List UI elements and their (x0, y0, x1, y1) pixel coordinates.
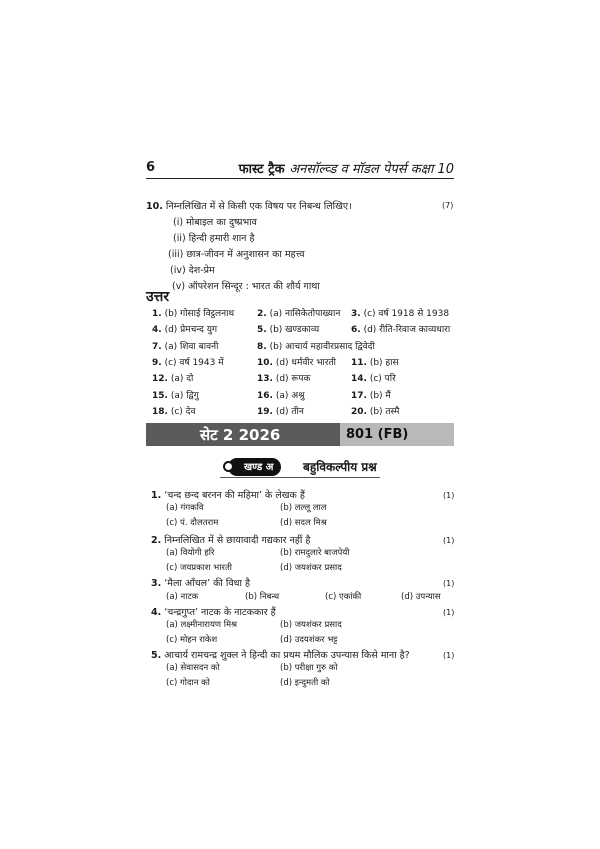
set-label: सेट 2 2026 (200, 426, 281, 444)
header-title-bold: फास्ट ट्रैक (238, 162, 285, 177)
mcq-option: (b) निबन्ध (245, 592, 280, 602)
answer-item (152, 404, 195, 417)
section-badge: खण्ड अ (228, 458, 281, 476)
answer-item (257, 355, 336, 368)
mcq-option: (c) जयप्रकाश भारती (166, 563, 232, 573)
answer-number: 17. (351, 390, 367, 401)
answer-number: 19. (257, 406, 273, 417)
header-rule (146, 178, 454, 179)
answer-text: (d) प्रेमचन्द युग (164, 325, 218, 336)
answer-item (257, 404, 304, 417)
mcq-question (151, 605, 276, 618)
section-title: बहुविकल्पीय प्रश्न (303, 460, 377, 474)
running-header (239, 159, 454, 177)
mcq-text: ‘चन्द्रगुप्त’ नाटक के नाटककार हैं (164, 607, 276, 618)
answer-text: (b) मैं (369, 390, 391, 401)
mcq-option: (a) गंगकवि (166, 503, 204, 513)
answer-number: 4. (152, 325, 162, 336)
answer-item (152, 339, 218, 352)
answer-text: (b) गोसाई विट्ठलनाथ (164, 309, 235, 319)
answer-item (257, 306, 340, 319)
answer-text: (a) अश्रु (275, 390, 305, 401)
mcq-option: (a) नाटक (166, 592, 199, 602)
q10-option: (i) मोबाइल का दुष्प्रभाव (173, 217, 257, 228)
mcq-text: ‘मैला आँचल’ की विधा है (164, 578, 250, 589)
mcq-option: (a) सेवासदन को (166, 663, 220, 673)
answer-item (257, 371, 310, 384)
answer-number: 10. (257, 357, 273, 368)
answer-number: 16. (257, 390, 273, 401)
answer-number: 14. (351, 374, 367, 385)
answer-item (152, 388, 199, 401)
mcq-option: (b) परीक्षा गुरु को (280, 663, 338, 673)
mcq-marks: (1) (443, 651, 455, 660)
answer-text: (b) हास (369, 357, 399, 368)
answer-number: 6. (351, 325, 361, 336)
answer-number: 5. (257, 325, 267, 336)
answer-text: (b) खण्डकाव्य (269, 325, 320, 336)
mcq-marks: (1) (443, 608, 455, 617)
answer-number: 8. (257, 341, 267, 352)
answer-text: (a) द्विगु (170, 390, 199, 401)
q10-marks: (7) (442, 201, 454, 210)
mcq-question (151, 648, 410, 661)
mcq-option: (c) एकांकी (325, 592, 362, 602)
q10-option: (v) ऑपरेशन सिन्दूर : भारत की शौर्य गाथा (172, 281, 320, 292)
answer-number: 18. (152, 406, 168, 417)
answer-text: (a) नासिकेतोपाख्यान (269, 309, 341, 319)
answer-item (257, 339, 375, 352)
answer-item (152, 306, 234, 319)
answer-item (351, 306, 449, 319)
answer-number: 1. (152, 309, 162, 319)
mcq-number: 2. (151, 535, 162, 546)
q10-text: निम्नलिखित में से किसी एक विषय पर निबन्ध लिखिए। (165, 201, 352, 212)
answer-number: 7. (152, 341, 162, 352)
answer-number: 3. (351, 309, 361, 319)
q10-option: (iv) देश-प्रेम (170, 265, 215, 276)
q10-prompt (146, 199, 352, 212)
mcq-text: ‘चन्द छन्द बरनन की महिमा’ के लेखक हैं (164, 490, 305, 501)
page-number: 6 (146, 160, 156, 175)
mcq-marks: (1) (443, 491, 455, 500)
answer-number: 2. (257, 309, 267, 319)
set-code: 801 (FB) (346, 427, 409, 442)
mcq-option: (b) जयशंकर प्रसाद (280, 620, 342, 630)
answer-text: (c) वर्ष 1943 में (164, 357, 224, 368)
answer-text: (d) रीति-रिवाज काव्यधारा (363, 325, 451, 336)
answer-text: (a) दो (170, 374, 194, 385)
section-rule (220, 477, 380, 478)
header-title-rest: अनसॉल्व्ड व मॉडल पेपर्स कक्षा 10 (289, 162, 454, 177)
answer-number: 13. (257, 374, 273, 385)
answer-text: (b) तस्मै (369, 406, 400, 417)
mcq-option: (d) इन्दुमती को (280, 678, 330, 688)
answer-item (257, 388, 304, 401)
mcq-number: 5. (151, 650, 162, 661)
answer-item (351, 388, 391, 401)
mcq-number: 3. (151, 578, 162, 589)
answer-item (351, 322, 450, 335)
mcq-option: (a) वियोगी हरि (166, 548, 215, 558)
mcq-option: (d) जयशंकर प्रसाद (280, 563, 342, 573)
mcq-option: (d) उपन्यास (401, 592, 441, 602)
answer-number: 20. (351, 406, 367, 417)
mcq-option: (c) मोहन राकेश (166, 635, 218, 645)
answer-item (152, 355, 224, 368)
mcq-text: आचार्य रामचन्द्र शुक्ल ने हिन्दी का प्रथम मौलिक उपन्यास किसे माना है? (164, 650, 410, 661)
answer-number: 9. (152, 357, 162, 368)
q10-option: (ii) हिन्दी हमारी शान है (173, 233, 255, 244)
mcq-text: निम्नलिखित में से छायावादी गद्यकार नहीं है (164, 535, 311, 546)
answer-number: 11. (351, 357, 367, 368)
mcq-question (151, 488, 305, 501)
answer-item (351, 371, 396, 384)
answer-text: (c) वर्ष 1918 से 1938 (363, 309, 450, 319)
mcq-option: (d) सदल मिश्र (280, 518, 327, 528)
mcq-number: 1. (151, 490, 162, 501)
answer-text: (c) देव (170, 406, 196, 417)
answer-item (351, 355, 399, 368)
mcq-question (151, 533, 310, 546)
section-bullet-icon (223, 461, 234, 472)
answer-number: 12. (152, 374, 168, 385)
answer-text: (d) धर्मवीर भारती (275, 357, 337, 368)
mcq-marks: (1) (443, 579, 455, 588)
answers-heading: उत्तर (146, 289, 170, 305)
answer-text: (d) तीन (275, 406, 304, 417)
answer-text: (a) शिवा बावनी (164, 341, 219, 352)
mcq-option: (b) रामदुलारे बाजपेयी (280, 548, 350, 558)
answer-text: (d) रूपक (275, 374, 311, 385)
mcq-option: (a) लक्ष्मीनारायण मिश्र (166, 620, 238, 630)
mcq-option: (d) उदयशंकर भट्ट (280, 635, 338, 645)
mcq-option: (b) लल्लू लाल (280, 503, 327, 513)
q10-option: (iii) छात्र-जीवन में अनुशासन का महत्त्व (168, 249, 305, 260)
answer-item (257, 322, 319, 335)
mcq-option: (c) पं. दौलतराम (166, 518, 219, 528)
answer-number: 15. (152, 390, 168, 401)
answer-text: (b) आचार्य महावीरप्रसाद द्विवेदी (269, 341, 375, 352)
q10-number: 10. (146, 201, 163, 212)
answer-item (351, 404, 399, 417)
answer-item (152, 371, 193, 384)
mcq-number: 4. (151, 607, 162, 618)
answer-item (152, 322, 217, 335)
mcq-option: (c) गोदान को (166, 678, 210, 688)
mcq-marks: (1) (443, 536, 455, 545)
mcq-question (151, 576, 250, 589)
answer-text: (c) परि (369, 374, 396, 385)
